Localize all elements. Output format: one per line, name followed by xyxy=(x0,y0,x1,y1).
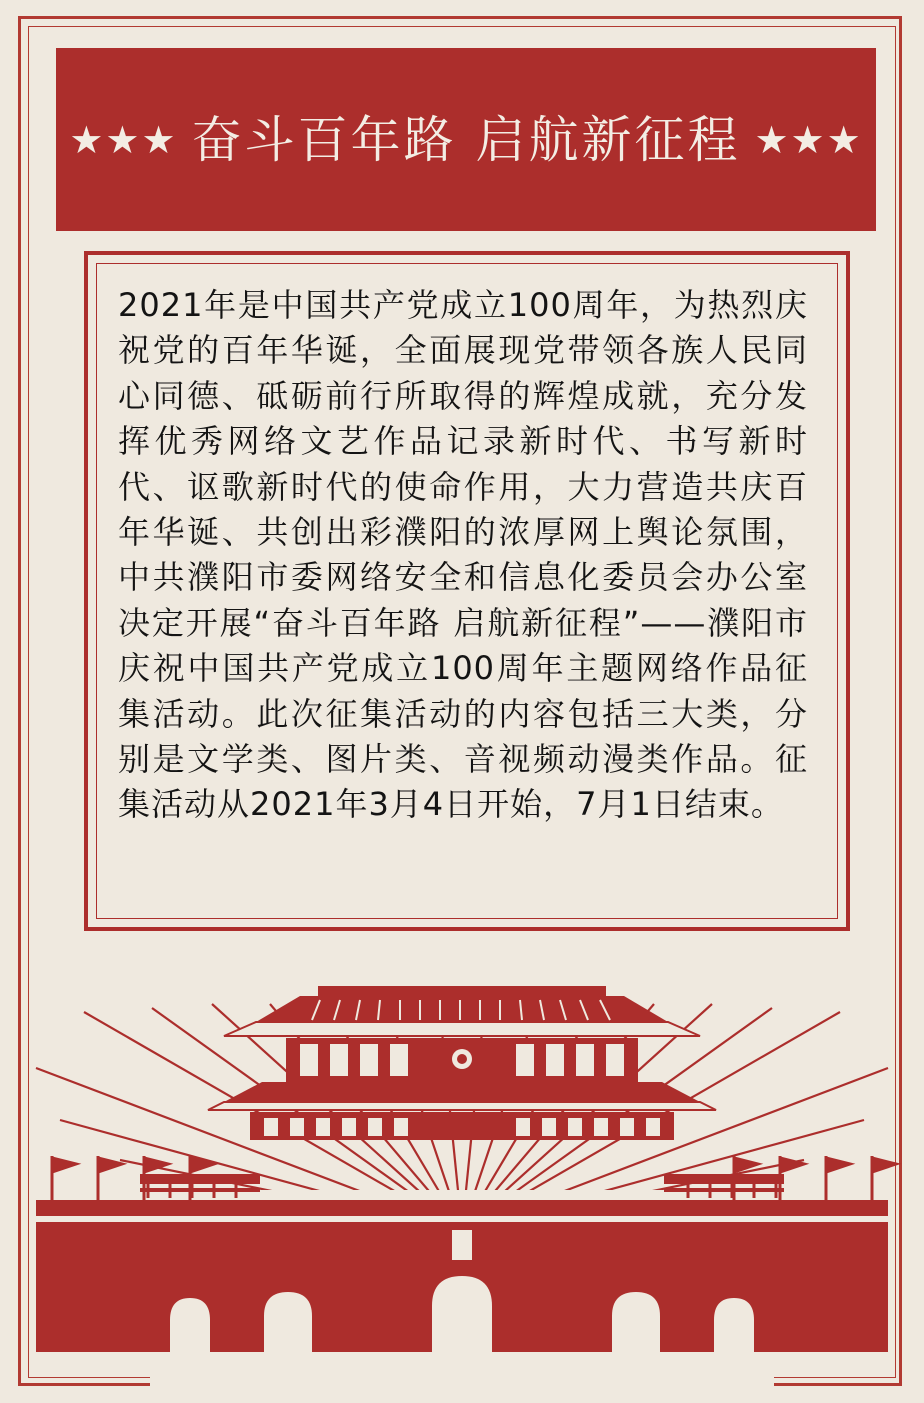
announcement-text: 2021年是中国共产党成立100周年，为热烈庆祝党的百年华诞，全面展现党带领各族人民同心同德、砥砺前行所取得的辉煌成就，充分发挥优秀网络文艺作品记录新时代、书写新时代、讴歌新时代的使命作用，大力营造共庆百年华诞、共创出彩濮阳的浓厚网上舆论氛围，中共濮阳市委网络安全和信息化委员会办公室决定开展“奋斗百年路 启航新征程”——濮阳市庆祝中国共产党成立100周年主题网络作品征集活动。此次征集活动的内容包括三大类，分别是文学类、图片类、音视频动漫类作品。征集活动从2021年3月4日开始，7月1日结束。 xyxy=(118,286,808,824)
stars-right-icon: ★★★ xyxy=(754,117,863,162)
announcement-box xyxy=(84,251,850,931)
page-title: 奋斗百年路 启航新征程 xyxy=(191,110,741,169)
tiananmen-gate-icon xyxy=(0,960,924,1403)
title-banner xyxy=(56,48,876,231)
gate-roof-upper xyxy=(224,986,700,1036)
stars-left-icon: ★★★ xyxy=(69,117,178,162)
